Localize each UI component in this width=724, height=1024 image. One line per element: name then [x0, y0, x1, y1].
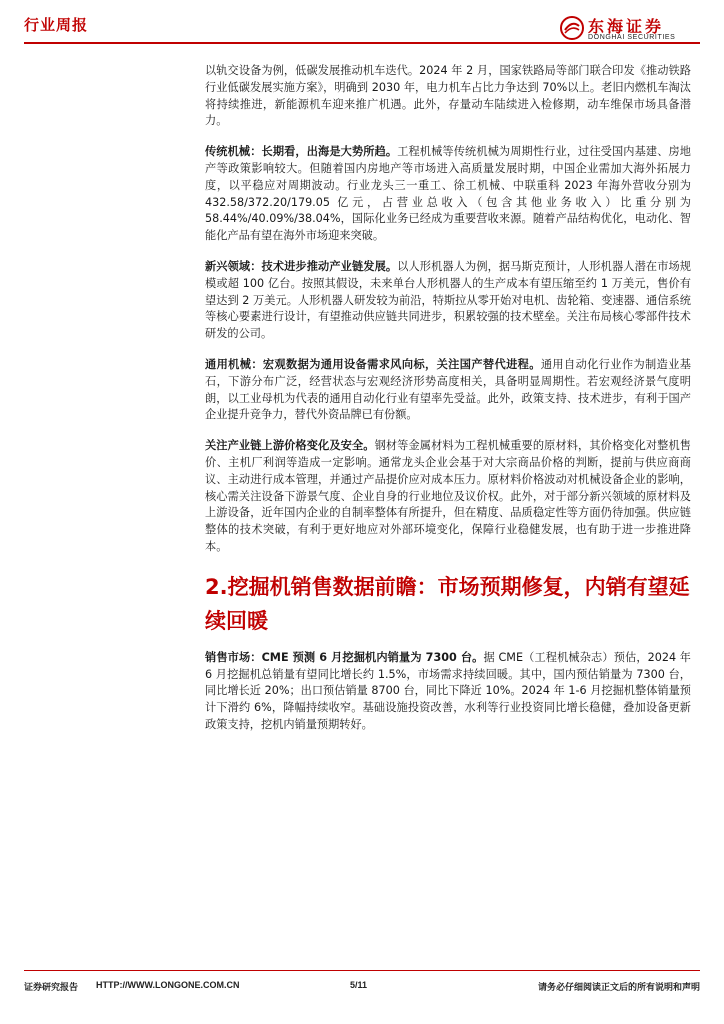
- footer-report-label: 证券研究报告: [24, 983, 79, 993]
- paragraph: [205, 438, 691, 556]
- paragraph-text: 以人形机器人为例，据马斯克预计，人形机器人潜在市场规模或超 100 亿台。按照其假设，未来单台人形机器人的生产成本有望压缩至约 1 万美元，售价有望达到 2 万美元。人形机器人研发较为前沿，特斯拉从零开始对电机、齿轮箱、变速器、通信系统等核心要素进行设计，有望推动供应链共同进步，积累较强的技术壁垒。关注布局核心零部件技术研发的公司。: [205, 259, 691, 341]
- main-content: [205, 63, 691, 748]
- paragraph-lead: 销售市场：CME 预测 6 月挖掘机内销量为 7300 台。: [205, 650, 484, 664]
- company-logo: [560, 14, 700, 42]
- logo-mark-icon: [560, 16, 584, 40]
- paragraph: [205, 357, 691, 424]
- paragraph-text: 工程机械等传统机械为周期性行业，过往受国内基建、房地产等政策影响较大。但随着国内房地产等市场进入高质量发展时期，中国企业需加大海外拓展力度，以平稳应对周期波动。行业龙头三一重工、徐工机械、中联重科 2023 年海外营收分别为 432.58/372.20/179.05 亿元，占营业总收入（包含其他业务收入）比重分别为 58.44%/40.09%/38.04%，国际化业务已经成为重要营收来源。随着产品结构优化，电动化、智能化产品有望在海外市场迎来突破。: [205, 145, 691, 243]
- paragraph-lead: 传统机械：长期看，出海是大势所趋。: [205, 145, 398, 159]
- paragraph: [205, 144, 691, 245]
- paragraph: [205, 63, 691, 130]
- paragraph-lead: 新兴领域：技术进步推动产业链发展。: [205, 259, 398, 273]
- paragraph-text: 据 CME（工程机械杂志）预估，2024 年 6 月挖掘机总销量有望同比增长约 1.5%，市场需求持续回暖。其中，国内预估销量为 7300 台，同比增长近 20%；出口预估销量 8700 台，同比下降近 10%。2024 年 1-6 月挖掘机整体销量预计下滑约 6%，降幅持续收窄。基础设施投资改善，水利等行业投资同比增长稳健，叠加设备更新政策支持，挖机内销量预期转好。: [205, 650, 691, 731]
- paragraph-lead: 通用机械：宏观数据为通用设备需求风向标，关注国产替代进程。: [205, 357, 541, 371]
- paragraph: [205, 259, 691, 343]
- paragraph-text: 钢材等金属材料为工程机械重要的原材料，其价格变化对整机售价、主机厂利润等造成一定影响。通常龙头企业会基于对大宗商品价格的判断，提前与供应商商议、主动进行成本管理，并通过产品提价应对成本压力。原材料价格波动对机械设备企业的影响，核心需关注设备下游景气度、企业自身的行业地位及议价权。此外，对于部分新兴领域的原材料及上游设备，近年国内企业的自制率整体有所提升，但在精度、品质稳定性等方面仍待加强。供应链整体的技术突破，有利于更好地应对外部环境变化，保障行业稳健发展，也有助于进一步推进降本。: [205, 439, 691, 553]
- paragraph: [205, 650, 691, 734]
- section-heading: 2.挖掘机销售数据前瞻：市场预期修复，内销有望延续回暖: [205, 574, 690, 633]
- paragraph-text: 以轨交设备为例，低碳发展推动机车迭代。2024 年 2 月，国家铁路局等部门联合印发《推动铁路行业低碳发展实施方案》，明确到 2030 年，电力机车占比力争达到 70%以上。老旧内燃机车淘汰将持续推进，新能源机车迎来推广机遇。此外，存量动车陆续进入检修期，动车维保市场具备潜力。: [205, 64, 691, 128]
- header-divider: [24, 42, 700, 44]
- paragraph-text: 通用自动化行业作为制造业基石，下游分布广泛，经营状态与宏观经济形势高度相关，具备明显周期性。若宏观经济景气度明朗，以工业母机为代表的通用自动化行业有望率先受益。此外，政策支持、技术进步，有利于国产企业提升竞争力，替代外资品牌已有份额。: [205, 357, 691, 422]
- footer-website-link[interactable]: HTTP://WWW.LONGONE.COM.CN: [96, 980, 240, 990]
- page-number: 5/11: [350, 980, 368, 990]
- logo-english-name: DONGHAI SECURITIES: [588, 34, 676, 41]
- footer-disclaimer: 请务必仔细阅读正文后的所有说明和声明: [537, 983, 700, 993]
- paragraph-lead: 关注产业链上游价格变化及安全。: [205, 439, 375, 453]
- logo-chinese-name: 东海证券: [588, 17, 665, 36]
- footer-divider: [24, 970, 700, 971]
- report-type-title: 行业周报: [24, 16, 89, 34]
